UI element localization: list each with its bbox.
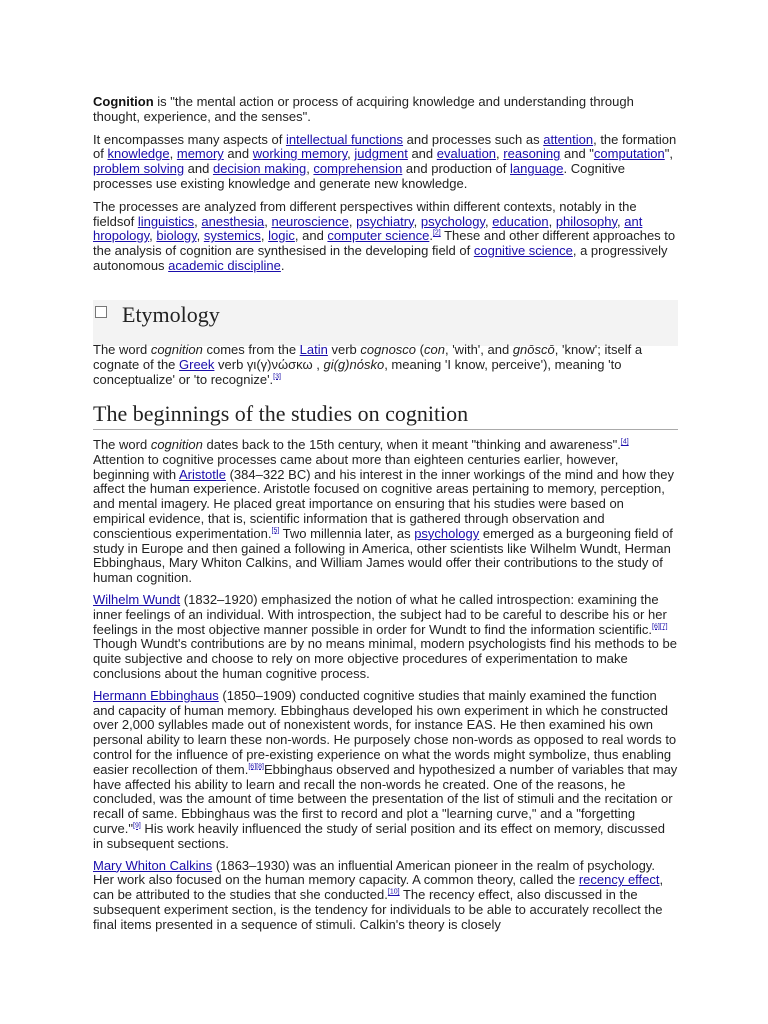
- text-run: These and other different approaches to the analysis of cognition are synthesised in the developing field of: [93, 228, 676, 259]
- citation: [133, 823, 141, 830]
- wiki-link[interactable]: attention: [543, 131, 594, 147]
- text-run: verb: [327, 342, 361, 357]
- citation: [652, 623, 668, 630]
- wiki-link[interactable]: computer science: [327, 228, 430, 244]
- text-run: ,: [196, 228, 204, 244]
- citation-link[interactable]: [9]: [133, 822, 141, 830]
- text-run: ,: [149, 228, 157, 244]
- text-run: ,: [348, 213, 357, 229]
- citation-link[interactable]: [4]: [620, 438, 629, 446]
- citation: [388, 889, 400, 896]
- beginnings-section: [93, 401, 678, 940]
- wiki-link[interactable]: decision making: [212, 161, 307, 177]
- wiki-link[interactable]: recency effect: [578, 872, 660, 888]
- citation-link[interactable]: [6][8]: [248, 763, 264, 771]
- text-run: , meaning 'I know, perceive'), meaning 'to conceptualize' or 'to recognize'.: [93, 356, 622, 387]
- beginnings-paragraph: [93, 438, 678, 586]
- wiki-link[interactable]: cognitive science: [473, 243, 573, 259]
- text-run: (1863–1930) was an influential American pioneer in the realm of psychology. Her work also focused on the human memory capacity. A common theory, called the: [93, 857, 655, 888]
- text-run: ,: [496, 146, 504, 162]
- text-run: and processes such as: [403, 131, 544, 147]
- wiki-link[interactable]: Hermann Ebbinghaus: [93, 687, 219, 703]
- intro-paragraph-2: [93, 133, 678, 192]
- text-run: (1832–1920) emphasized the notion of what he called introspection: examining the inner feelings of an individual. With introspection, the subject had to be careful to describe his or her feelings in the most objective manner possible in order for Wundt to find the information scientific.: [93, 591, 667, 637]
- citation: [273, 373, 281, 380]
- wiki-link[interactable]: computation: [593, 146, 665, 162]
- etymology-heading: Etymology: [122, 302, 220, 327]
- text-run: .: [280, 257, 285, 273]
- text-run: and: [184, 161, 213, 177]
- etymology-header: [93, 300, 678, 346]
- text-run: , 'know'; itself a cognate of the: [93, 342, 643, 372]
- text-run: ",: [664, 146, 673, 162]
- wiki-link[interactable]: working memory: [252, 146, 348, 162]
- wiki-link[interactable]: judgment: [354, 146, 408, 162]
- wiki-link[interactable]: anesthesia: [201, 213, 265, 229]
- italic-term: gi(g)nόsko: [323, 356, 385, 372]
- text-run: ,: [484, 213, 493, 229]
- wiki-link[interactable]: memory: [176, 146, 224, 162]
- text-run: and: [223, 146, 253, 162]
- wiki-link[interactable]: Latin: [299, 342, 328, 357]
- text-run: and ": [560, 146, 594, 162]
- wiki-link[interactable]: academic discipline: [168, 257, 281, 273]
- beginnings-paragraph: [93, 859, 678, 933]
- text-run: Though Wundt's contributions are by no means minimal, modern psychologists find his methods to be quite subjective and choose to rely on more objective procedures of experimentation to make conclusions about the human cognitive process.: [93, 636, 677, 681]
- wiki-link[interactable]: philosophy: [555, 213, 618, 229]
- wiki-link[interactable]: Mary Whiton Calkins: [93, 857, 213, 873]
- text-run: The word: [93, 437, 151, 452]
- text-run: , and: [294, 228, 328, 244]
- etymology-section: [93, 343, 678, 395]
- beginnings-paragraph: [93, 593, 678, 682]
- citation-link[interactable]: [6][7]: [652, 623, 668, 631]
- text-run: . Cognitive processes use existing knowledge and generate new knowledge.: [93, 161, 625, 191]
- etymology-paragraph: [93, 343, 678, 387]
- text-run: and: [407, 146, 437, 162]
- citation-link[interactable]: [5]: [271, 527, 280, 535]
- italic-term: cognition: [150, 342, 203, 357]
- wiki-link[interactable]: reasoning: [503, 146, 561, 162]
- text-run: The word: [93, 342, 151, 357]
- text-run: .: [429, 228, 433, 244]
- wiki-link[interactable]: evaluation: [436, 146, 497, 162]
- citation-link[interactable]: [2]: [432, 230, 441, 238]
- text-run: (: [416, 342, 424, 357]
- citation: [621, 439, 629, 446]
- italic-term: gnōscō: [512, 342, 555, 357]
- text-run: ,: [306, 161, 314, 177]
- text-run: ,: [548, 213, 556, 229]
- text-run: ,: [617, 213, 625, 229]
- wiki-link[interactable]: comprehension: [313, 161, 403, 177]
- wiki-link[interactable]: Greek: [179, 356, 215, 372]
- text-run: It encompasses many aspects of: [93, 131, 286, 147]
- wiki-link[interactable]: Aristotle: [179, 466, 226, 482]
- text-run: ,: [413, 213, 421, 229]
- text-run: verb γι(γ)νώσκω ,: [214, 356, 324, 372]
- text-run: , a progressively autonomous: [93, 243, 668, 273]
- beginnings-heading: The beginnings of the studies on cognition: [93, 401, 678, 430]
- wiki-link[interactable]: Wilhelm Wundt: [93, 591, 181, 607]
- term-cognition: Cognition: [93, 94, 154, 109]
- citation-link[interactable]: [3]: [273, 373, 281, 381]
- intro-paragraph-3: [93, 200, 678, 274]
- text-run: The recency effect, also discussed in the subsequent experiment section, is the tendency for individuals to be able to accurately recollect the final items presented in a sequence of stimuli. Calkin's theory is closely: [93, 887, 663, 932]
- text-run: and production of: [402, 161, 511, 177]
- citation: [433, 230, 441, 237]
- text-run: ,: [194, 213, 202, 229]
- wiki-link[interactable]: linguistics: [137, 213, 195, 229]
- text-run: ,: [264, 213, 272, 229]
- text-run: The processes are analyzed from different perspectives within different contexts, notably in the fieldsof: [93, 198, 637, 229]
- beginnings-paragraph: [93, 689, 678, 852]
- text-run: emerged as a burgeoning field of study in Europe and then gained a following in America, other scientists like Wilhelm Wundt, Herman Ebbinghaus, Mary Whiton Calkins, and William James would offer their contributions to the study of human cognition.: [93, 525, 673, 586]
- text-run: (384–322 BC) and his interest in the inner workings of the mind and how they affect the human experience. Aristotle focused on cognitive areas pertaining to memory, perception, and mental imagery. He placed great importance on ensuring that his studies were based on empirical evidence, that is, scientific information that is gathered through observation and conscientious experimentation.: [93, 466, 675, 541]
- text-run: comes from the: [202, 342, 300, 357]
- citation-link[interactable]: [10]: [387, 888, 400, 896]
- wiki-link[interactable]: language: [510, 161, 564, 177]
- section-toggle-checkbox[interactable]: [95, 306, 107, 318]
- text-run: Attention to cognitive processes came about more than eighteen centuries earlier, however, beginning with: [93, 451, 619, 482]
- italic-term: cognition: [150, 437, 203, 452]
- italic-term: cognosco: [360, 342, 417, 357]
- wiki-link[interactable]: education: [492, 213, 549, 229]
- wiki-link[interactable]: problem solving: [93, 161, 185, 177]
- text-run: ,: [260, 228, 269, 244]
- text-run: ,: [169, 146, 177, 162]
- wiki-link[interactable]: psychology: [414, 525, 480, 541]
- wiki-link[interactable]: intellectual functions: [285, 131, 404, 147]
- wiki-link[interactable]: neuroscience: [271, 213, 349, 229]
- wiki-link[interactable]: psychiatry: [356, 213, 414, 229]
- italic-term: con: [424, 342, 445, 357]
- text-run: Ebbinghaus observed and hypothesized a number of variables that may have affected his ability to learn and recall the non-words he created. One of the reasons, he concluded, was the amount of time between the presentation of the list of stimuli and the recitation or recall of same. Ebbinghaus was the first to record and plot a "learning curve," and a "forgetting curve.": [93, 761, 678, 836]
- text-run: , can be attributed to the studies that she conducted.: [93, 872, 664, 903]
- intro-definition: is "the mental action or process of acquiring knowledge and understanding through thought, experience, and the senses".: [93, 94, 634, 124]
- text-run: , the formation of: [93, 131, 677, 162]
- intro-paragraph-1: [93, 95, 678, 125]
- wiki-link[interactable]: logic: [268, 228, 295, 244]
- wiki-link[interactable]: systemics: [203, 228, 261, 244]
- wiki-link[interactable]: ant hropology: [93, 213, 643, 244]
- text-run: (1850–1909) conducted cognitive studies that mainly examined the function and capacity of human memory. Ebbinghaus developed his own experiment in which he constructed over 2,000 syllables made out of nonexistent words, for instance EAS. He then examined his own personal ability to learn these non-words. He purposely chose non-words as opposed to real words to control for the influence of pre-existing experience on what the words might symbolize, thus enabling easier recollection of them.: [93, 687, 677, 777]
- citation: [248, 763, 264, 770]
- text-run: , 'with', and: [444, 342, 513, 357]
- intro-section: [93, 95, 678, 282]
- text-run: Two millennia later, as: [279, 525, 415, 541]
- text-run: ,: [347, 146, 355, 162]
- wiki-link[interactable]: psychology: [420, 213, 485, 229]
- wiki-link[interactable]: knowledge: [107, 146, 170, 162]
- text-run: dates back to the 15th century, when it meant "thinking and awareness".: [202, 437, 621, 452]
- wiki-link[interactable]: biology: [156, 228, 197, 244]
- text-run: His work heavily influenced the study of serial position and its effect on memory, discussed in subsequent sections.: [93, 820, 665, 851]
